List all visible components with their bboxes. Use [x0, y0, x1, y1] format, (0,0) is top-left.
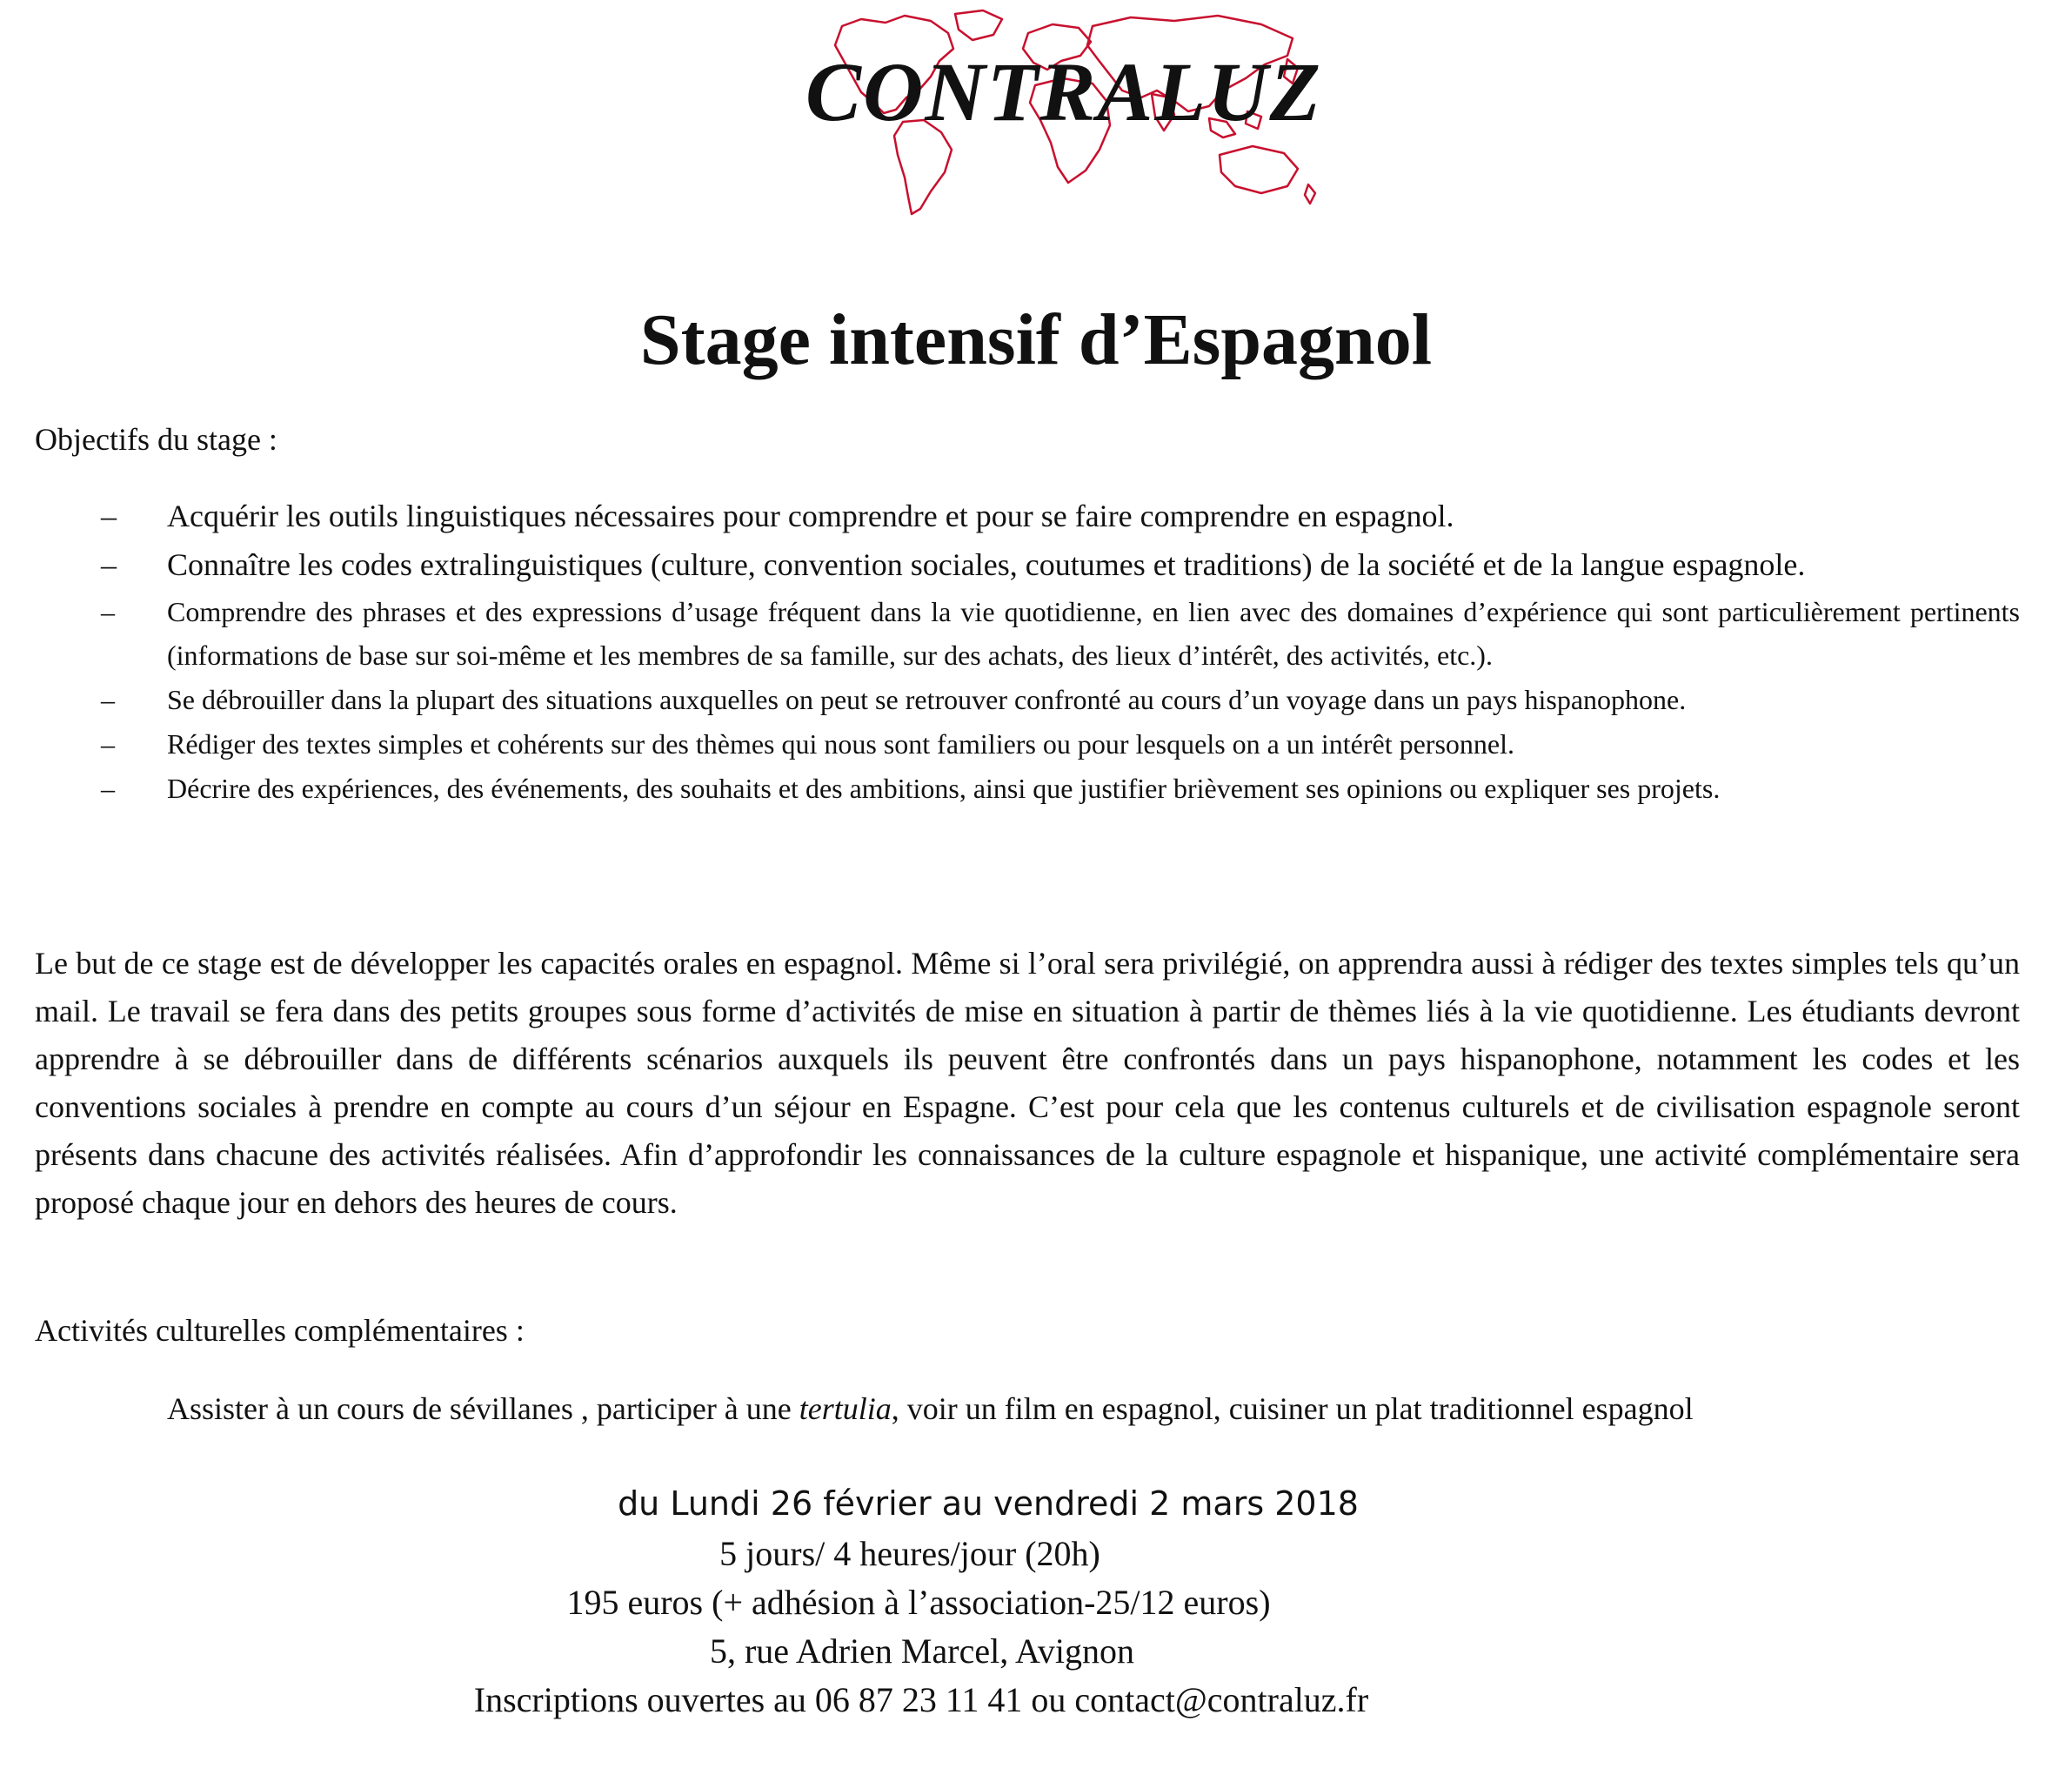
activities-line — [167, 1385, 1694, 1433]
logo — [800, 7, 1322, 220]
activities-emphasis: tertulia — [799, 1391, 892, 1426]
activities-heading: Activités culturelles complémentaires : — [35, 1313, 525, 1348]
list-item — [35, 541, 2020, 589]
list-dash: – — [101, 684, 115, 715]
objective-text: Connaître les codes extralinguistiques (culture, convention sociales, coutumes et traditions) de la société et de la langue espagnole. — [167, 547, 1806, 582]
footer-price — [0, 1582, 2072, 1623]
footer-contact — [0, 1679, 2072, 1720]
page-title: Stage intensif d’Espagnol — [639, 299, 1433, 380]
footer-address-text: 5, rue Adrien Marcel, Avignon — [709, 1631, 1135, 1671]
list-item — [35, 492, 2020, 540]
list-dash: – — [101, 773, 115, 804]
footer-address — [0, 1631, 2072, 1671]
footer-duration-text: 5 jours/ 4 heures/jour (20h) — [719, 1534, 1100, 1573]
list-dash: – — [101, 596, 115, 627]
objective-text: Rédiger des textes simples et cohérents sur des thèmes qui nous sont familiers ou pour lesquels on a un intérêt personnel. — [167, 728, 1514, 760]
list-item — [35, 722, 2020, 766]
footer-contact-text: Inscriptions ouvertes au 06 87 23 11 41 ou contact@contraluz.fr — [473, 1680, 1369, 1719]
list-item — [35, 590, 2020, 677]
activities-text-before: Assister à un cours de sévillanes , participer à une — [167, 1391, 799, 1426]
objectives-heading: Objectifs du stage : — [35, 422, 277, 457]
list-item — [35, 767, 2020, 810]
objectives-list — [35, 492, 2020, 811]
list-item — [35, 678, 2020, 721]
list-dash: – — [101, 547, 117, 582]
objective-text: Décrire des expériences, des événements, des souhaits et des ambitions, ainsi que justifier brièvement ses opinions ou expliquer ses projets. — [167, 773, 1721, 804]
objective-text: Comprendre des phrases et des expressions d’usage fréquent dans la vie quotidienne, en lien avec des domaines d’expérience qui sont particulièrement pertinents (informations de base sur soi-même et les membres de sa famille, sur des achats, des lieux d’intérêt, des activités, etc.). — [167, 596, 2020, 671]
objective-text: Acquérir les outils linguistiques nécessaires pour comprendre et pour se faire comprendre en espagnol. — [167, 499, 1454, 533]
objective-text: Se débrouiller dans la plupart des situations auxquelles on peut se retrouver confronté au cours d’un voyage dans un pays hispanophone. — [167, 684, 1687, 715]
activities-text-after: , voir un film en espagnol, cuisiner un plat traditionnel espagnol — [891, 1391, 1694, 1426]
footer-dates-text: du Lundi 26 février au vendredi 2 mars 2018 — [618, 1484, 1359, 1523]
footer-dates — [0, 1484, 2072, 1523]
description-paragraph: Le but de ce stage est de développer les capacités orales en espagnol. Même si l’oral sera privilégié, on apprendra aussi à rédiger des textes simples tels qu’un mail. Le travail se fera dans des petits groupes sous forme d’activités de mise en situation à partir de thèmes liés à la vie quotidienne. Les étudiants devront apprendre à se débrouiller dans de différents scénarios auxquels ils peuvent être confrontés dans un pays hispanophone, notamment les codes et les conventions sociales à prendre en compte au cours d’un séjour en Espagne. C’est pour cela que les contenus culturels et de civilisation espagnole seront présents dans chacune des activités réalisées. Afin d’approfondir les connaissances de la culture espagnole et hispanique, une activité complémentaire sera proposé chaque jour en dehors des heures de cours. — [35, 946, 2020, 1220]
footer-price-text: 195 euros (+ adhésion à l’association-25/12 euros) — [566, 1583, 1271, 1622]
footer-duration — [0, 1533, 2072, 1574]
list-dash: – — [101, 728, 115, 760]
logo-text: CONTRALUZ — [805, 45, 1322, 138]
list-dash: – — [101, 499, 117, 533]
